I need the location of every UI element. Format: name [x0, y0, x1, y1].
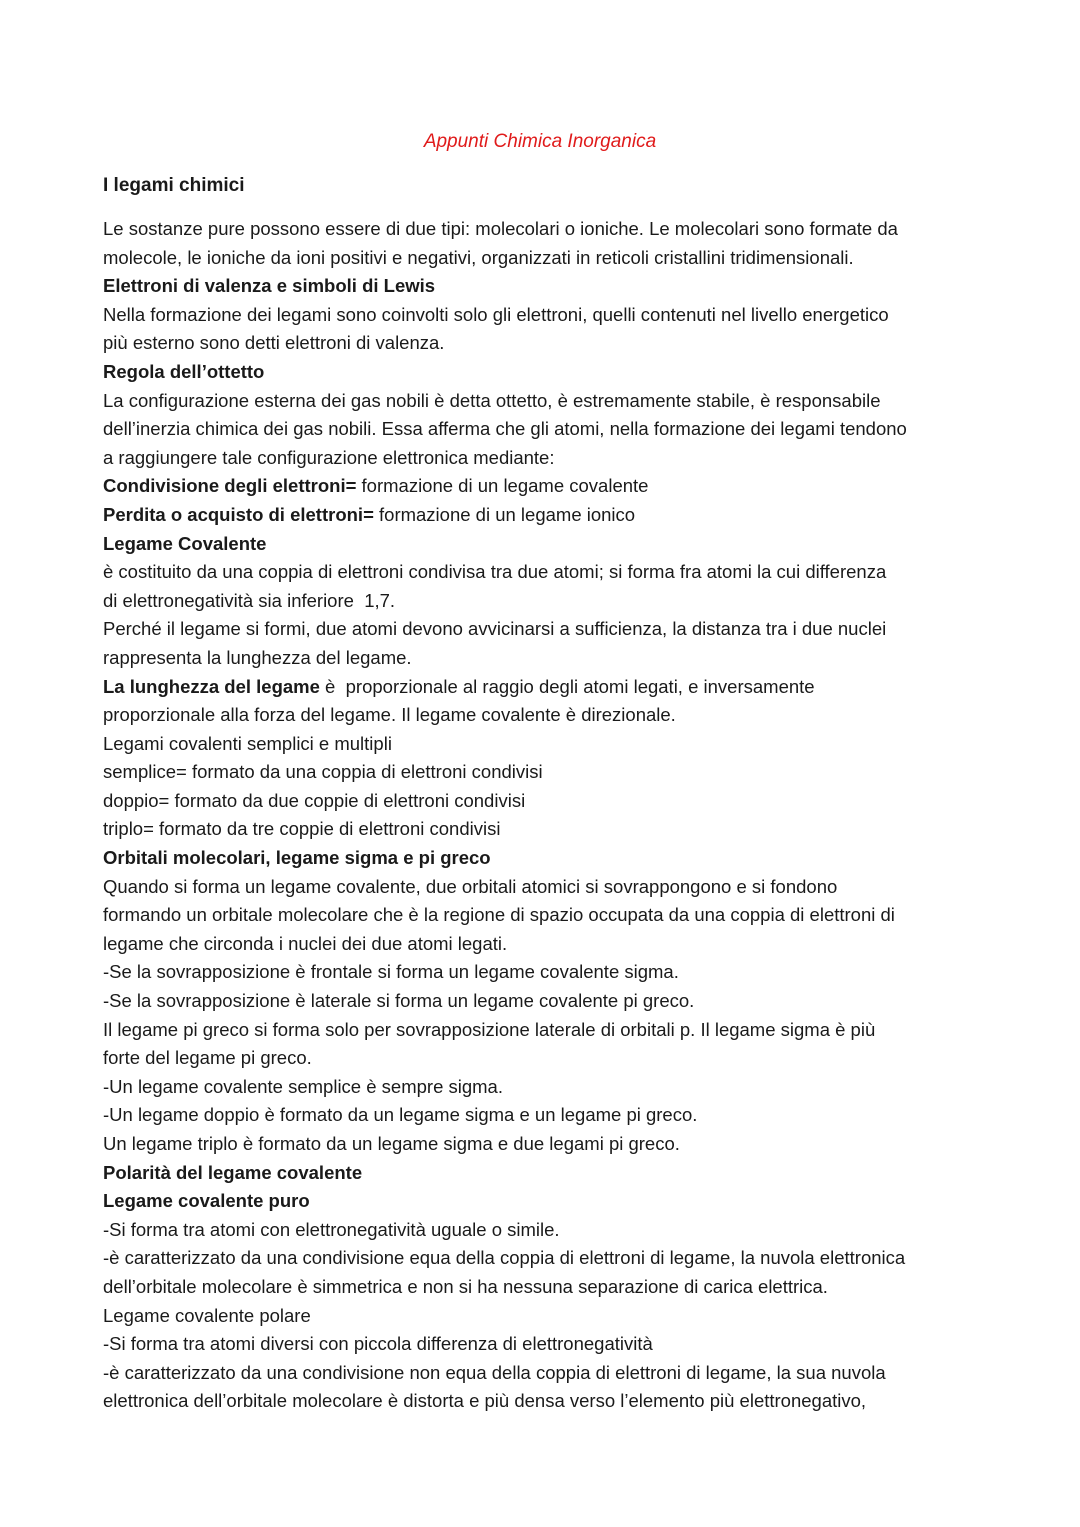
text-line [103, 472, 983, 501]
text-line [103, 387, 983, 416]
line-text: Un legame triplo è formato da un legame sigma e due legami pi greco. [103, 1133, 680, 1154]
text-line [103, 1101, 983, 1130]
text-line [103, 530, 983, 559]
text-line [103, 444, 983, 473]
text-line [103, 844, 983, 873]
line-text: molecole, le ioniche da ioni positivi e negativi, organizzati in reticoli cristallini tridimensionali. [103, 246, 854, 268]
line-text: Le sostanze pure possono essere di due tipi: molecolari o ioniche. Le molecolari sono formate da [103, 218, 898, 239]
line-text: Nella formazione dei legami sono coinvolti solo gli elettroni, quelli contenuti nel livello energetico [103, 303, 889, 325]
line-text: semplice= formato da una coppia di elettroni condivisi [103, 761, 543, 783]
line-text: triplo= formato da tre coppie di elettroni condivisi [103, 818, 501, 840]
bold-text: Elettroni di valenza e simboli di Lewis [103, 275, 436, 297]
text-line [103, 501, 983, 530]
text-line [103, 587, 983, 616]
text-line [103, 1216, 983, 1245]
line-text: -Un legame doppio è formato da un legame sigma e un legame pi greco. [103, 1104, 698, 1126]
line-text: -Se la sovrapposizione è laterale si forma un legame covalente pi greco. [103, 990, 695, 1012]
text-line [103, 1273, 983, 1302]
line-text: rappresenta la lunghezza del legame. [103, 646, 412, 668]
text-line [103, 701, 983, 730]
line-text: -è caratterizzato da una condivisione equa della coppia di elettroni di legame, la nuvola elettronica [103, 1247, 906, 1269]
line-text: -è caratterizzato da una condivisione non equa della coppia di elettroni di legame, la sua nuvola [103, 1361, 886, 1383]
text-line [103, 1244, 983, 1273]
text-line [103, 1387, 983, 1416]
line-text: -Se la sovrapposizione è frontale si forma un legame covalente sigma. [103, 961, 679, 983]
text-line [103, 329, 983, 358]
line-text: -Un legame covalente semplice è sempre sigma. [103, 1075, 503, 1097]
text-line [103, 1302, 983, 1331]
document-body [103, 215, 983, 1416]
bold-text: Perdita o acquisto di elettroni= [103, 503, 374, 525]
text-line [103, 901, 983, 930]
text-line [103, 1073, 983, 1102]
line-text: è proporzionale al raggio degli atomi legati, e inversamente [319, 675, 815, 697]
text-line [103, 558, 983, 587]
text-line [103, 1130, 983, 1159]
line-text: di elettronegatività sia inferiore 1,7. [103, 589, 396, 611]
bold-text: Legame covalente puro [103, 1190, 310, 1212]
text-line [103, 644, 983, 673]
text-line [103, 215, 983, 244]
line-text: -Si forma tra atomi diversi con piccola differenza di elettronegatività [103, 1333, 653, 1355]
line-text: dell’orbitale molecolare è simmetrica e non si ha nessuna separazione di carica elettrica. [103, 1275, 828, 1297]
line-text: La configurazione esterna dei gas nobili è detta ottetto, è estremamente stabile, è responsabile [103, 389, 881, 411]
text-line [103, 358, 983, 387]
line-text: è costituito da una coppia di elettroni condivisa tra due atomi; si forma fra atomi la cui differenza [103, 561, 887, 583]
line-text: a raggiungere tale configurazione elettronica mediante: [103, 446, 555, 468]
text-line [103, 1187, 983, 1216]
text-line [103, 1159, 983, 1188]
line-text: doppio= formato da due coppie di elettroni condivisi [103, 789, 526, 811]
document-title: Appunti Chimica Inorganica [423, 131, 657, 152]
text-line [103, 730, 983, 759]
line-text: legame che circonda i nuclei dei due atomi legati. [103, 932, 508, 954]
text-line [103, 1359, 983, 1388]
line-text: Il legame pi greco si forma solo per sovrapposizione laterale di orbitali p. Il legame sigma è più [103, 1018, 876, 1040]
bold-text: Legame Covalente [103, 532, 267, 554]
line-text: più esterno sono detti elettroni di valenza. [103, 332, 445, 354]
bold-text: Polarità del legame covalente [103, 1161, 363, 1183]
bold-text: Regola dell’ottetto [103, 360, 265, 382]
line-text: forte del legame pi greco. [103, 1047, 312, 1069]
bold-text: Orbitali molecolari, legame sigma e pi greco [103, 847, 491, 869]
text-line [103, 415, 983, 444]
bold-text: La lunghezza del legame [103, 675, 320, 697]
line-text: formazione di un legame ionico [373, 503, 636, 525]
text-line [103, 1330, 983, 1359]
line-text: proporzionale alla forza del legame. Il legame covalente è direzionale. [103, 704, 676, 726]
line-text: Quando si forma un legame covalente, due orbitali atomici si sovrappongono e si fondono [103, 875, 838, 897]
bold-text: Condivisione degli elettroni= [103, 475, 357, 497]
text-line [103, 1016, 983, 1045]
text-line [103, 815, 983, 844]
text-line [103, 958, 983, 987]
line-text: Legame covalente polare [103, 1304, 311, 1326]
line-text: elettronica dell’orbitale molecolare è distorta e più densa verso l’elemento più elettronegativo, [103, 1390, 867, 1412]
text-line [103, 301, 983, 330]
line-text: -Si forma tra atomi con elettronegatività uguale o simile. [103, 1218, 560, 1240]
text-line [103, 244, 983, 273]
text-line [103, 272, 983, 301]
line-text: dell’inerzia chimica dei gas nobili. Essa afferma che gli atomi, nella formazione dei legami tendono [103, 418, 907, 440]
line-text: formando un orbitale molecolare che è la regione di spazio occupata da una coppia di elettroni di [103, 904, 895, 926]
text-line [103, 873, 983, 902]
line-text: Legami covalenti semplici e multipli [103, 732, 392, 754]
text-line [103, 1044, 983, 1073]
text-line [103, 987, 983, 1016]
line-text: Perché il legame si formi, due atomi devono avvicinarsi a sufficienza, la distanza tra i due nuclei [103, 618, 887, 640]
text-line [103, 787, 983, 816]
line-text: formazione di un legame covalente [356, 475, 649, 497]
text-line [103, 615, 983, 644]
section-title: I legami chimici [103, 175, 245, 196]
text-line [103, 930, 983, 959]
text-line [103, 673, 983, 702]
text-line [103, 758, 983, 787]
